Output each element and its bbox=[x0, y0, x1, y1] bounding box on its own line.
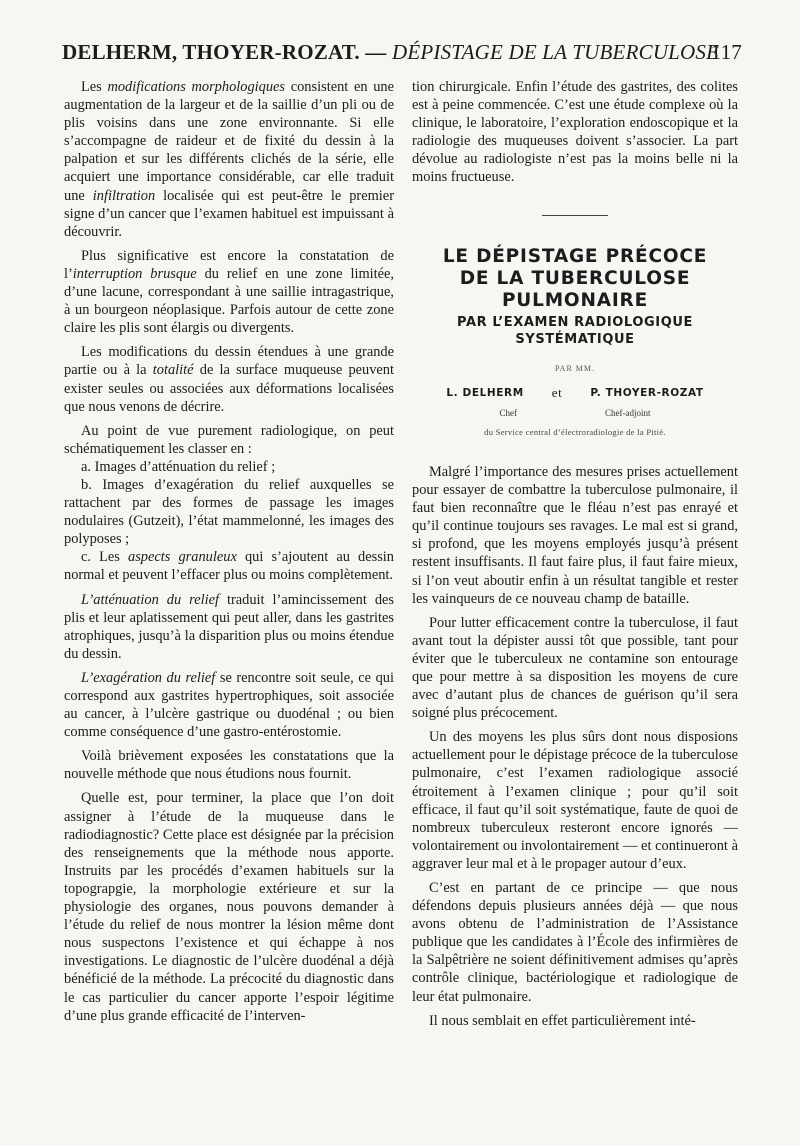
paragraph: Les modifications du dessin étendues à une grande partie ou à la totalité de la surface muqueuse peuvent exister seules ou associées aux déformations localisées que nous venons de décrire. bbox=[64, 344, 395, 415]
right-column bbox=[412, 78, 738, 1036]
list-item: c. Les aspects granuleux qui s’ajoutent au dessin normal et peuvent l’effacer plus ou moins complètement. bbox=[64, 549, 395, 584]
paragraph: Malgré l’importance des mesures prises actuellement pour essayer de combattre la tuberculose pulmonaire, il faut bien reconnaître que le fléau n’est pas enrayé et qu’il continue toujours ses ravages. Le mal est si grand, si profond, que les moyens employés jusqu’à présent restent insuffisants. Il faut faire plus, il faut faire mieux, si l’on veut aboutir enfin à un résultat tangible et rester les vainqueurs de ce nouveau champ de bataille. bbox=[412, 463, 738, 607]
header-title: DÉPISTAGE DE LA TUBERCULOSE bbox=[391, 40, 720, 64]
running-header bbox=[62, 40, 742, 70]
paragraph: Voilà brièvement exposées les constatations que la nouvelle méthode que nous étudions nous fournit. bbox=[64, 748, 394, 783]
paragraph: C’est en partant de ce principe — que nous défendons depuis plusieurs années déjà — que nous avons obtenu de l’administration de l’Assistance publique que les candidates à l’École des infirmières de la Salpêtrière ne soient définitivement admises qu’après contrôle clinique, bactériologique et radiologique de leur état pulmonaire. bbox=[412, 880, 738, 1005]
author-conjunction: et bbox=[551, 384, 563, 400]
page-number: 117 bbox=[710, 40, 742, 64]
paragraph: Plus significative est encore la constatation de l’interruption brusque du relief en une zone limitée, d’une lacune, correspondant à une saillie intragastrique, à un bourgeon néoplasique. Parfois autour de cette zone claire les plis sont élargis ou divergents. bbox=[64, 247, 395, 337]
section-divider bbox=[542, 215, 608, 216]
paragraph: Quelle est, pour terminer, la place que l’on doit assigner à l’étude de la muqueuse dans le radiodiagnostic? Cette place est désignée par la précision des renseignements que la méthode nous apporte. Instruits par les procédés d’examen habituels sur la topograpgie, la morphologie extérieure et sur la physiologie des organes, nous pouvons demander à l’étude du relief de nous montrer la lésion même dont nous suspectons l’existence et qui échappe à nos investigations. Le diagnostic de l’ulcère duodénal a déjà bénéficié de la méthode. La précocité du diagnostic dans le cas particulier du cancer apporte l’espoir légitime d’une plus grande efficacité de l’interven- bbox=[64, 790, 394, 1024]
list-item: a. Images d’atténuation du relief ; bbox=[81, 458, 276, 475]
list-item: b. Images d’exagération du relief auxquelles se rattachent par des formes de passage les images nodulaires (Gutzeit), l’état mammelonné, les images des polyposes ; bbox=[64, 476, 394, 548]
paragraph: L’atténuation du relief traduit l’amincissement des plis et leur aplatissement qui peut aller, dans les gastrites atrophiques, jusqu’à la disparition plus ou moins étendue du dessin. bbox=[64, 591, 394, 662]
article-subtitle: PAR L’EXAMEN RADIOLOGIQUE SYSTÉMATIQUE bbox=[457, 314, 693, 347]
article-title: LE DÉPISTAGE PRÉCOCE DE LA TUBERCULOSE PULMONAIRE bbox=[442, 245, 708, 311]
paragraph: Pour lutter efficacement contre la tuberculose, il faut avant tout la dépister aussi tôt que possible, tant pour éviter que le tuberculeux ne contamine son entourage que pour mettre à sa disposition les moyens de cure avec d’autant plus de chances de guérison qu’il sera soigné plus précocement. bbox=[412, 614, 738, 722]
article-authors bbox=[412, 384, 738, 402]
author-roles bbox=[412, 404, 738, 422]
paragraph: L’exagération du relief se rencontre soit seule, ce qui correspond aux gastrites hypertrophiques, soit associée au cancer, à l’ulcère gastrique ou duodénal ; ou bien comme conséquence d’une gastro-entérostomie. bbox=[64, 669, 394, 741]
paragraph: Un des moyens les plus sûrs dont nous disposions actuellement pour le dépistage précoce de la tuberculose pulmonaire, c’est l’examen radiologique associé étroitement à l’examen clinique ; pour qu’il soit efficace, il faut qu’il soit systématique, faute de quoi de nombreux tuberculeux resteront encore ignorés — volontairement ou involontairement — et continueront à aggraver leur mal et à le propager autour d’eux. bbox=[412, 729, 738, 872]
paragraph: Il nous semblait en effet particulièrement inté- bbox=[429, 1012, 696, 1029]
author-role: Chef-adjoint bbox=[605, 407, 651, 418]
left-column bbox=[64, 78, 394, 1031]
paragraph: Les modifications morphologiques consistent en une augmentation de la largeur et de la saillie d’un pli ou de plis voisins dans une zone environnante. Si elle s’accompagne de raideur et de fixité du dessin à la palpation et sur les différents clichés de la série, elle acquiert une importance considérable, car elle traduit une infiltration localisée qui est peut-être le premier signe d’un cancer que l’examen habituel est impuissant à découvrir. bbox=[64, 79, 394, 240]
author-role: Chef bbox=[499, 407, 517, 418]
header-authors: DELHERM, THOYER-ROZAT. — bbox=[62, 40, 387, 64]
paragraph: tion chirurgicale. Enfin l’étude des gastrites, des colites est à peine commencée. C’est une étude complexe où la clinique, le laboratoire, l’exploration endoscopique et la radiologie des muqueuses doivent s’associer. La part dévolue au radiologiste n’est pas la moins belle ni la moins fructueuse. bbox=[412, 79, 738, 186]
author-name: P. THOYER-ROZAT bbox=[590, 386, 704, 399]
paragraph: Au point de vue purement radiologique, on peut schématiquement les classer en : bbox=[64, 422, 394, 457]
author-name: L. DELHERM bbox=[446, 386, 524, 399]
author-affiliation: du Service central d’électroradiologie de la Pitié. bbox=[484, 426, 666, 437]
byline-par: PAR MM. bbox=[554, 363, 596, 373]
